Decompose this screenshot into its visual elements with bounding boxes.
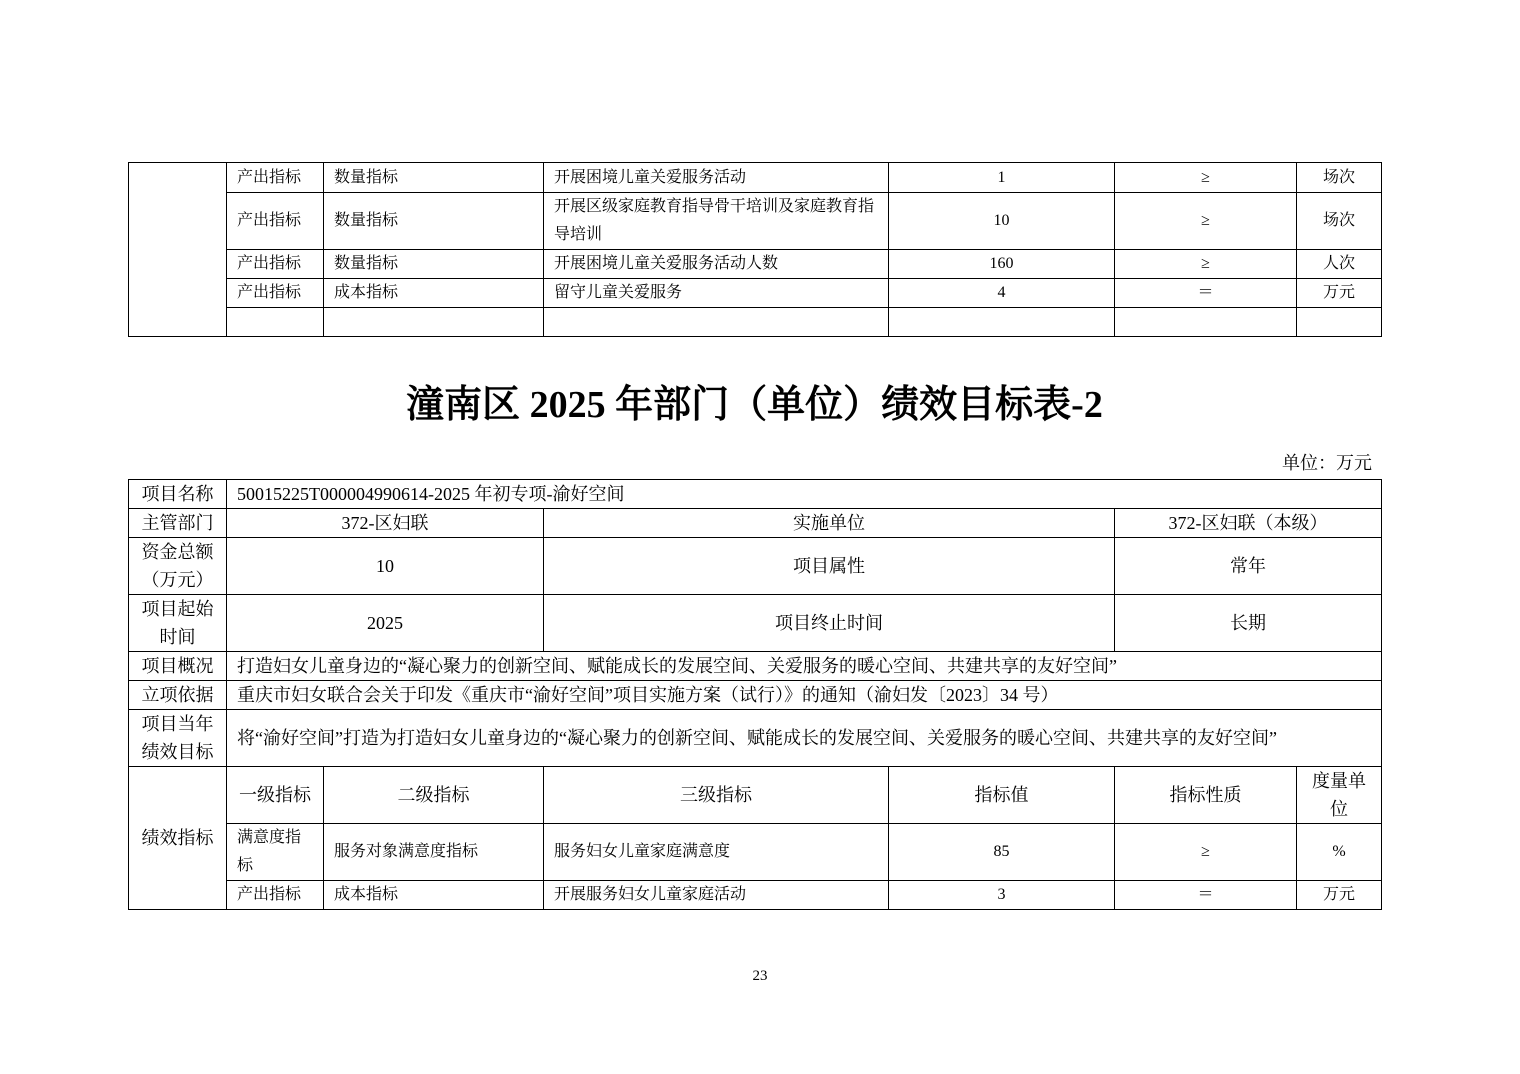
- level2-indicator-cell: 成本指标: [324, 279, 544, 308]
- indicator-row: [129, 193, 1382, 250]
- project-attribute-value: 常年: [1115, 538, 1382, 595]
- indicator-nature-cell: ≥: [1115, 250, 1297, 279]
- project-attribute-label: 项目属性: [544, 538, 1115, 595]
- total-funds-value: 10: [227, 538, 544, 595]
- level1-indicator-cell: 产出指标: [227, 163, 324, 193]
- level1-indicator-cell: 产出指标: [227, 193, 324, 250]
- column-header: 二级指标: [324, 767, 544, 824]
- basis-value: 重庆市妇女联合会关于印发《重庆市“渝好空间”项目实施方案（试行）》的通知（渝妇发〔2023〕34 号）: [227, 681, 1382, 710]
- measure-unit-cell: 万元: [1297, 881, 1382, 910]
- indicator-value-cell: 10: [889, 193, 1115, 250]
- end-time-value: 长期: [1115, 595, 1382, 652]
- indicator-value-cell: 3: [889, 881, 1115, 910]
- end-time-label: 项目终止时间: [544, 595, 1115, 652]
- level3-indicator-cell: 开展困境儿童关爱服务活动: [544, 163, 889, 193]
- overview-label: 项目概况: [129, 652, 227, 681]
- column-header: 度量单位: [1297, 767, 1382, 824]
- measure-unit-cell: 万元: [1297, 279, 1382, 308]
- indicator-nature-cell: ＝: [1115, 279, 1297, 308]
- level1-indicator-cell: 产出指标: [227, 881, 324, 910]
- page-number: 23: [752, 968, 768, 984]
- column-header: 三级指标: [544, 767, 889, 824]
- column-header: 指标值: [889, 767, 1115, 824]
- indicator-row: [129, 881, 1382, 910]
- indicator-value-cell: 4: [889, 279, 1115, 308]
- level2-indicator-cell: 服务对象满意度指标: [324, 824, 544, 881]
- annual-goal-value: 将“渝好空间”打造为打造妇女儿童身边的“凝心聚力的创新空间、赋能成长的发展空间、关爱服务的暖心空间、共建共享的友好空间”: [227, 710, 1382, 767]
- empty-cell: [1115, 308, 1297, 337]
- empty-cell: [544, 308, 889, 337]
- indicator-nature-cell: ≥: [1115, 193, 1297, 250]
- indicator-row: [129, 279, 1382, 308]
- basis-row: [129, 681, 1382, 710]
- department-row: [129, 509, 1382, 538]
- indicator-table-continued: [128, 162, 1382, 337]
- measure-unit-cell: %: [1297, 824, 1382, 881]
- annual-goal-row: [129, 710, 1382, 767]
- level1-indicator-cell: 产出指标: [227, 250, 324, 279]
- total-funds-label: 资金总额（万元）: [129, 538, 227, 595]
- indicator-nature-cell: ≥: [1115, 163, 1297, 193]
- measure-unit-cell: 场次: [1297, 193, 1382, 250]
- start-time-label: 项目起始时间: [129, 595, 227, 652]
- overview-row: [129, 652, 1382, 681]
- department-value: 372-区妇联: [227, 509, 544, 538]
- level3-indicator-cell: 开展区级家庭教育指导骨干培训及家庭教育指导培训: [544, 193, 889, 250]
- indicators-label: 绩效指标: [129, 767, 227, 910]
- implementer-label: 实施单位: [544, 509, 1115, 538]
- empty-cell: [227, 308, 324, 337]
- empty-cell: [1297, 308, 1382, 337]
- project-name-label: 项目名称: [129, 480, 227, 509]
- level2-indicator-cell: 数量指标: [324, 163, 544, 193]
- performance-goal-table: [128, 479, 1382, 910]
- project-name-value: 50015225T000004990614-2025 年初专项-渝好空间: [227, 480, 1382, 509]
- column-header: 一级指标: [227, 767, 324, 824]
- indicator-header-row: [129, 767, 1382, 824]
- level2-indicator-cell: 数量指标: [324, 193, 544, 250]
- indicator-value-cell: 85: [889, 824, 1115, 881]
- level2-indicator-cell: 成本指标: [324, 881, 544, 910]
- basis-label: 立项依据: [129, 681, 227, 710]
- level3-indicator-cell: 开展困境儿童关爱服务活动人数: [544, 250, 889, 279]
- empty-cell: [889, 308, 1115, 337]
- measure-unit-cell: 场次: [1297, 163, 1382, 193]
- annual-goal-label: 项目当年绩效目标: [129, 710, 227, 767]
- overview-value: 打造妇女儿童身边的“凝心聚力的创新空间、赋能成长的发展空间、关爱服务的暖心空间、共建共享的友好空间”: [227, 652, 1382, 681]
- empty-indicator-row: [129, 308, 1382, 337]
- unit-note: 单位：万元: [1282, 453, 1372, 473]
- indicator-value-cell: 160: [889, 250, 1115, 279]
- period-row: [129, 595, 1382, 652]
- measure-unit-cell: 人次: [1297, 250, 1382, 279]
- level1-indicator-cell: 产出指标: [227, 279, 324, 308]
- level2-indicator-cell: 数量指标: [324, 250, 544, 279]
- level3-indicator-cell: 服务妇女儿童家庭满意度: [544, 824, 889, 881]
- level3-indicator-cell: 开展服务妇女儿童家庭活动: [544, 881, 889, 910]
- page-title: 潼南区 2025 年部门（单位）绩效目标表-2: [406, 384, 1103, 426]
- column-header: 指标性质: [1115, 767, 1297, 824]
- funds-row: [129, 538, 1382, 595]
- indicator-nature-cell: ≥: [1115, 824, 1297, 881]
- indicator-row: [129, 163, 1382, 193]
- empty-cell: [324, 308, 544, 337]
- indicator-nature-cell: ＝: [1115, 881, 1297, 910]
- indicator-row: [129, 250, 1382, 279]
- department-label: 主管部门: [129, 509, 227, 538]
- indicator-value-cell: 1: [889, 163, 1115, 193]
- start-time-value: 2025: [227, 595, 544, 652]
- indicator-row: [129, 824, 1382, 881]
- level3-indicator-cell: 留守儿童关爱服务: [544, 279, 889, 308]
- level1-indicator-cell: 满意度指标: [227, 824, 324, 881]
- implementer-value: 372-区妇联（本级）: [1115, 509, 1382, 538]
- merged-empty-cell: [129, 163, 227, 337]
- project-name-row: [129, 480, 1382, 509]
